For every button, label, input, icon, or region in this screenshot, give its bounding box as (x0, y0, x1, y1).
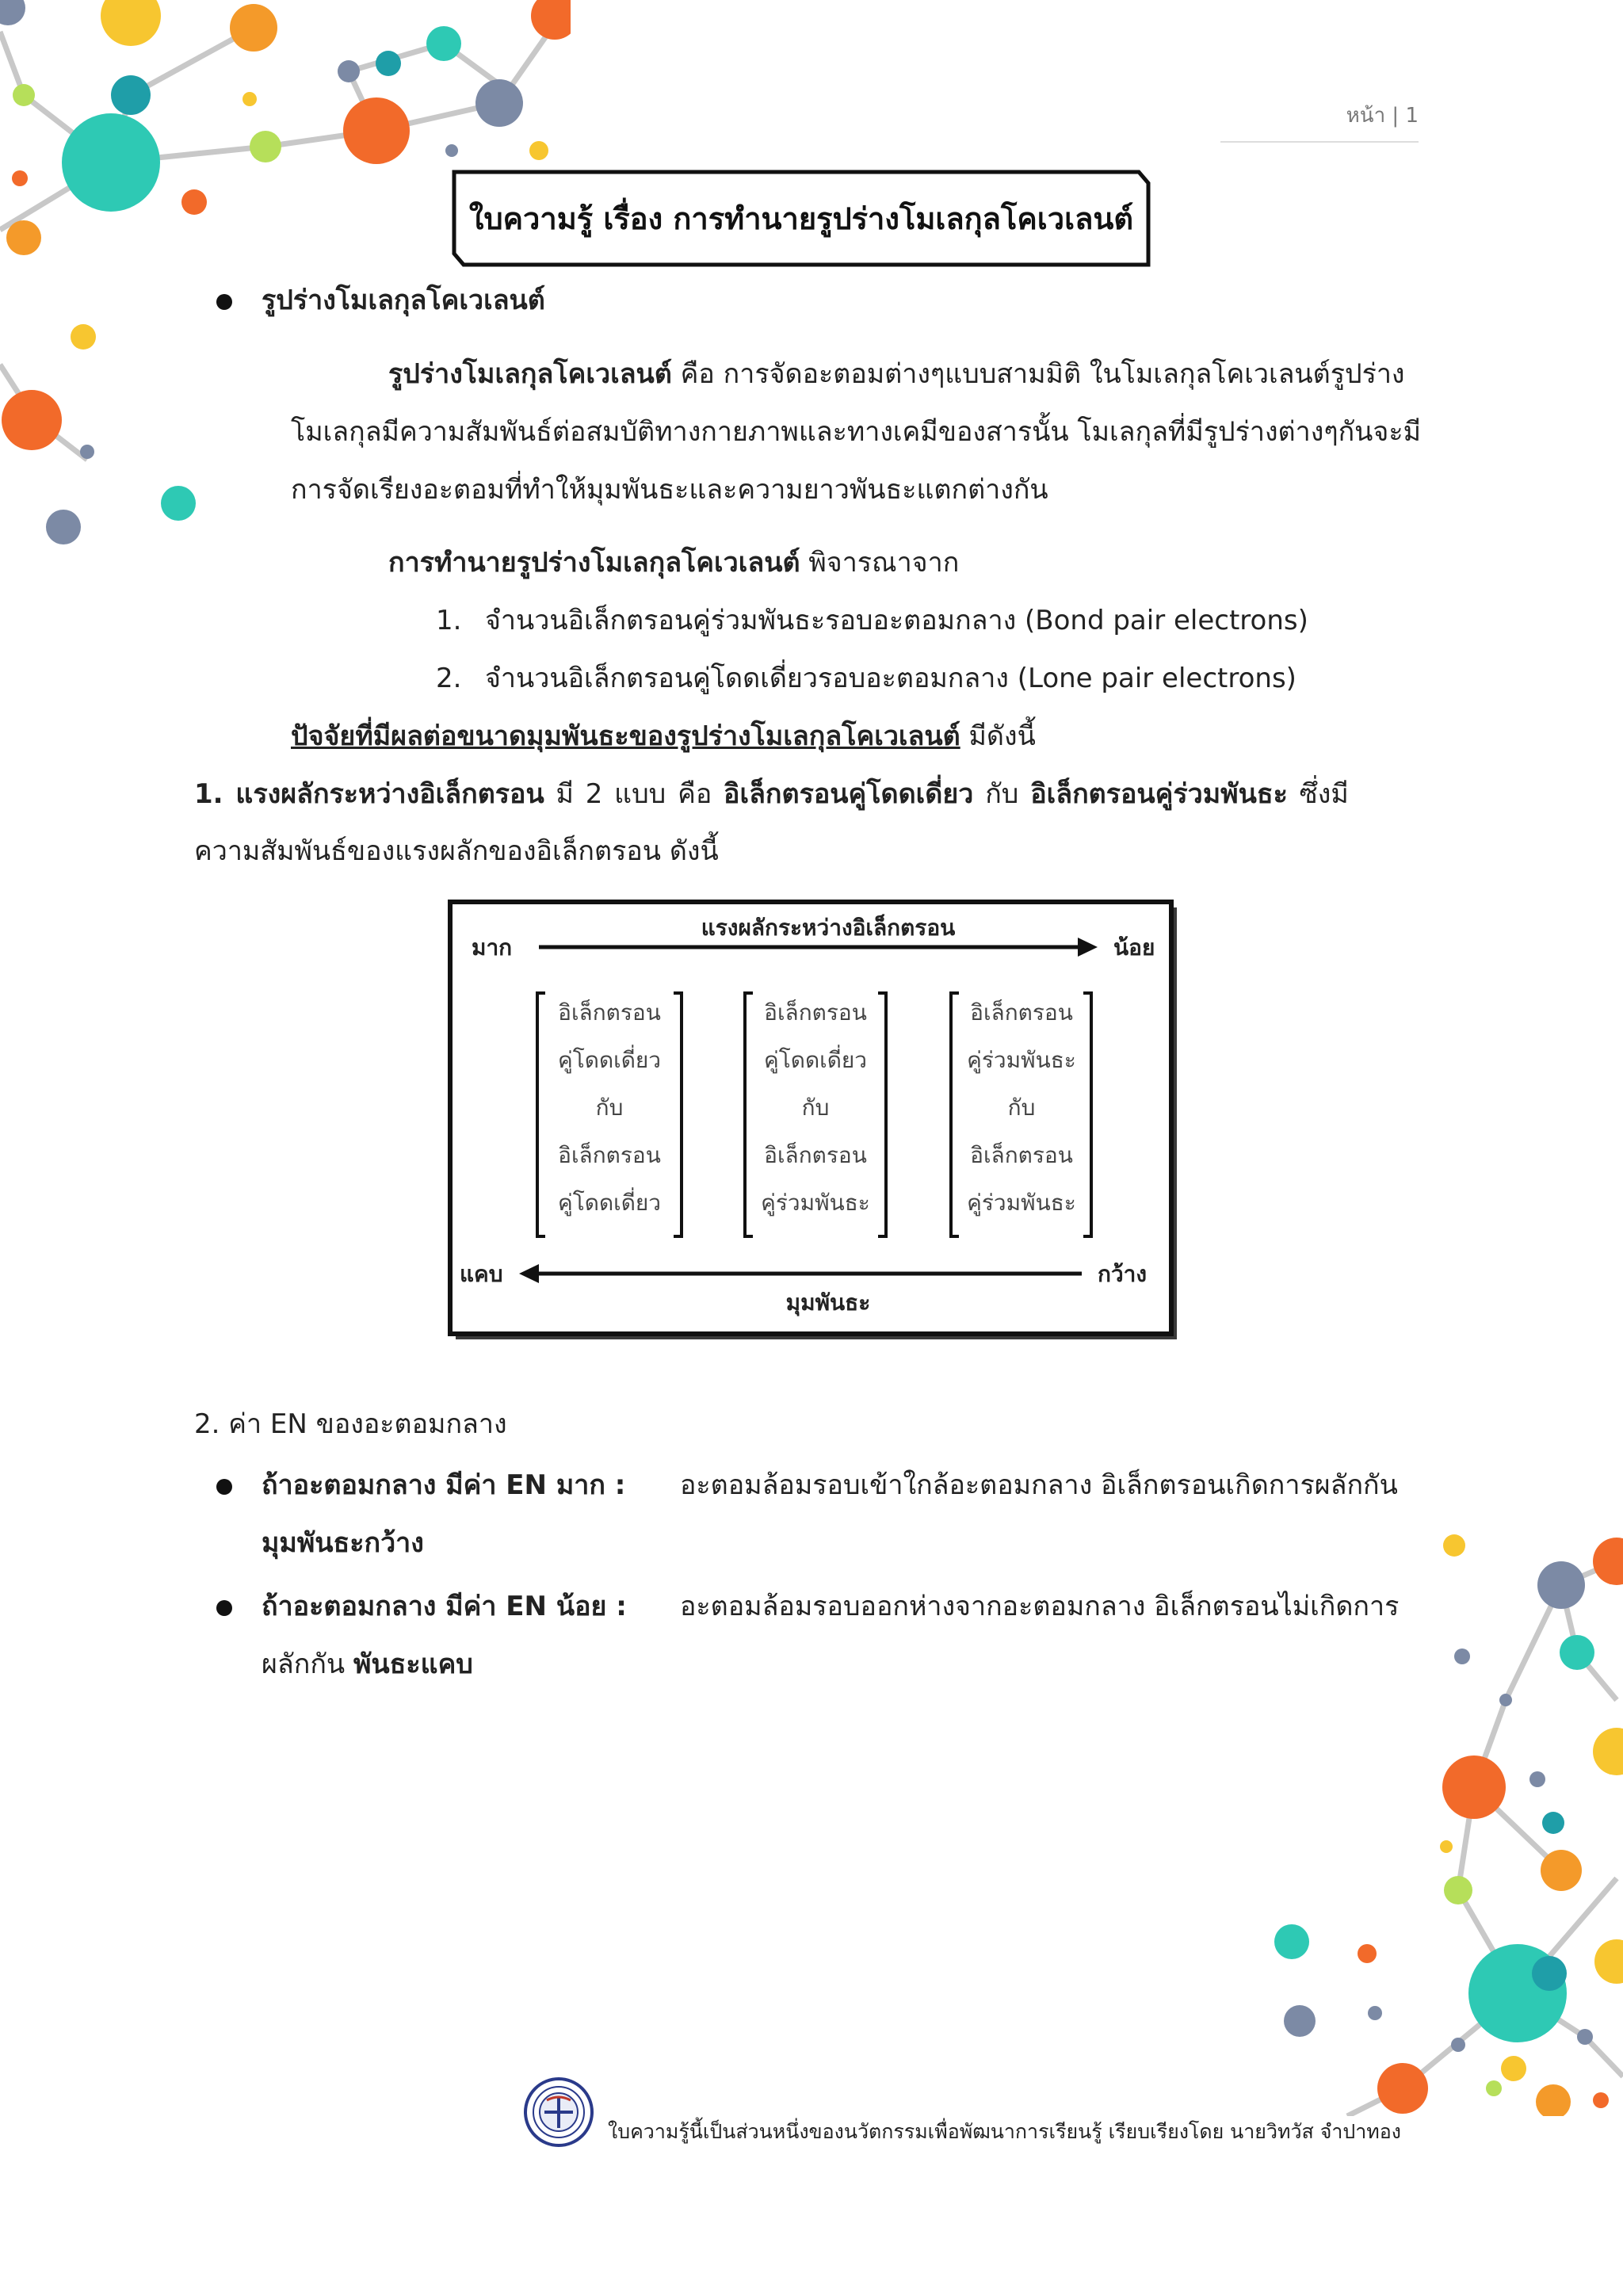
col2-line4: อิเล็กตรอน (764, 1142, 867, 1168)
col3-line3: กับ (1007, 1095, 1036, 1121)
col2-line2: คู่โดดเดี่ยว (763, 1047, 868, 1073)
factor1-title: 1. แรงผลักระหว่างอิเล็กตรอน (194, 778, 544, 810)
predict-line (388, 547, 959, 579)
en-high-label: ถ้าอะตอมกลาง มีค่า EN มาก : (262, 1469, 626, 1501)
factor2-heading: 2. ค่า EN ของอะตอมกลาง (194, 1408, 507, 1440)
factor1-text: ซึ่งมี (1287, 778, 1349, 810)
section-heading: รูปร่างโมเลกุลโคเวเลนต์ (262, 285, 545, 316)
factors-rest: มีดังนี้ (960, 720, 1036, 752)
page-title: ใบความรู้ เรื่อง การทำนายรูปร่างโมเลกุลโคเวเลนต์ (468, 201, 1134, 236)
list-item-number: 1. (436, 605, 462, 636)
page-number: หน้า | 1 (1346, 104, 1419, 128)
en-high-text: อะตอมล้อมรอบเข้าใกล้อะตอมกลาง อิเล็กตรอนเกิดการผลักกัน (680, 1469, 1398, 1501)
factors-line (291, 720, 1036, 752)
en-high-result: มุมพันธะกว้าง (262, 1527, 424, 1559)
list-item: จำนวนอิเล็กตรอนคู่โดดเดี่ยวรอบอะตอมกลาง (Lone pair electrons) (485, 663, 1296, 694)
diagram-less-label: น้อย (1113, 934, 1155, 961)
predict-rest: พิจารณาจาก (800, 547, 960, 579)
predict-bold: การทำนายรูปร่างโมเลกุลโคเวเลนต์ (388, 547, 800, 579)
diagram-wide-label: กว้าง (1098, 1261, 1148, 1287)
factor1-line (194, 778, 1349, 810)
factor1-text: มี 2 แบบ คือ (544, 778, 724, 810)
list-item: จำนวนอิเล็กตรอนคู่ร่วมพันธะรอบอะตอมกลาง (Bond pair electrons) (485, 605, 1308, 636)
bullet (216, 1479, 232, 1495)
list-item-number: 2. (436, 663, 462, 694)
en-low-label: ถ้าอะตอมกลาง มีค่า EN น้อย : (262, 1591, 627, 1622)
diagram-more-label: มาก (472, 934, 513, 961)
en-low-plain: ผลักกัน (262, 1648, 353, 1680)
repulsion-diagram (448, 900, 1181, 1342)
en-low-line2 (262, 1648, 473, 1680)
factors-heading: ปัจจัยที่มีผลต่อขนาดมุมพันธะของรูปร่างโมเลกุลโคเวเลนต์ (291, 720, 960, 752)
col2-line1: อิเล็กตรอน (764, 999, 867, 1026)
paragraph-line: โมเลกุลมีความสัมพันธ์ต่อสมบัติทางกายภาพและทางเคมีของสารนั้น โมเลกุลที่มีรูปร่างต่างๆกันจะมี (291, 416, 1422, 448)
col2-line3: กับ (801, 1095, 830, 1121)
diagram-narrow-label: แคบ (460, 1261, 503, 1287)
header-divider (1220, 141, 1419, 143)
term-bold: รูปร่างโมเลกุลโคเวเลนต์ (388, 358, 672, 390)
paragraph-text: คือ การจัดอะตอมต่างๆแบบสามมิติ ในโมเลกุลโคเวเลนต์รูปร่าง (671, 358, 1405, 390)
lone-pair-term: อิเล็กตรอนคู่โดดเดี่ยว (724, 778, 974, 810)
col1-line1: อิเล็กตรอน (558, 999, 661, 1026)
col3-line2: คู่ร่วมพันธะ (967, 1047, 1076, 1073)
paragraph-line: การจัดเรียงอะตอมที่ทำให้มุมพันธะและความยาวพันธะแตกต่างกัน (291, 474, 1048, 506)
col1-line3: กับ (595, 1095, 624, 1121)
col2-line5: คู่ร่วมพันธะ (761, 1190, 870, 1216)
en-low-result: พันธะแคบ (353, 1648, 473, 1680)
diagram-bottom-label: มุมพันธะ (785, 1289, 871, 1316)
bond-pair-term: อิเล็กตรอนคู่ร่วมพันธะ (1030, 778, 1288, 810)
footer-text: ใบความรู้นี้เป็นส่วนหนึ่งของนวัตกรรมเพื่อพัฒนาการเรียนรู้ เรียบเรียงโดย นายวิทวัส จำปาทอง (608, 2120, 1402, 2143)
diagram-top-label: แรงผลักระหว่างอิเล็กตรอน (701, 915, 956, 941)
factor1-line2: ความสัมพันธ์ของแรงผลักของอิเล็กตรอน ดังนี้ (194, 835, 719, 867)
paragraph-line (388, 358, 1405, 390)
col1-line4: อิเล็กตรอน (558, 1142, 661, 1168)
bullet (216, 1600, 232, 1616)
en-low-text: อะตอมล้อมรอบออกห่างจากอะตอมกลาง อิเล็กตรอนไม่เกิดการ (680, 1591, 1400, 1622)
col1-line2: คู่โดดเดี่ยว (557, 1047, 662, 1073)
factor1-text: กับ (973, 778, 1031, 810)
col1-line5: คู่โดดเดี่ยว (557, 1190, 662, 1216)
col3-line5: คู่ร่วมพันธะ (967, 1190, 1076, 1216)
school-logo-icon (523, 2076, 594, 2148)
col3-line1: อิเล็กตรอน (970, 999, 1073, 1026)
bullet (216, 294, 232, 310)
molecule-decoration-top-left (0, 0, 571, 555)
col3-line4: อิเล็กตรอน (970, 1142, 1073, 1168)
